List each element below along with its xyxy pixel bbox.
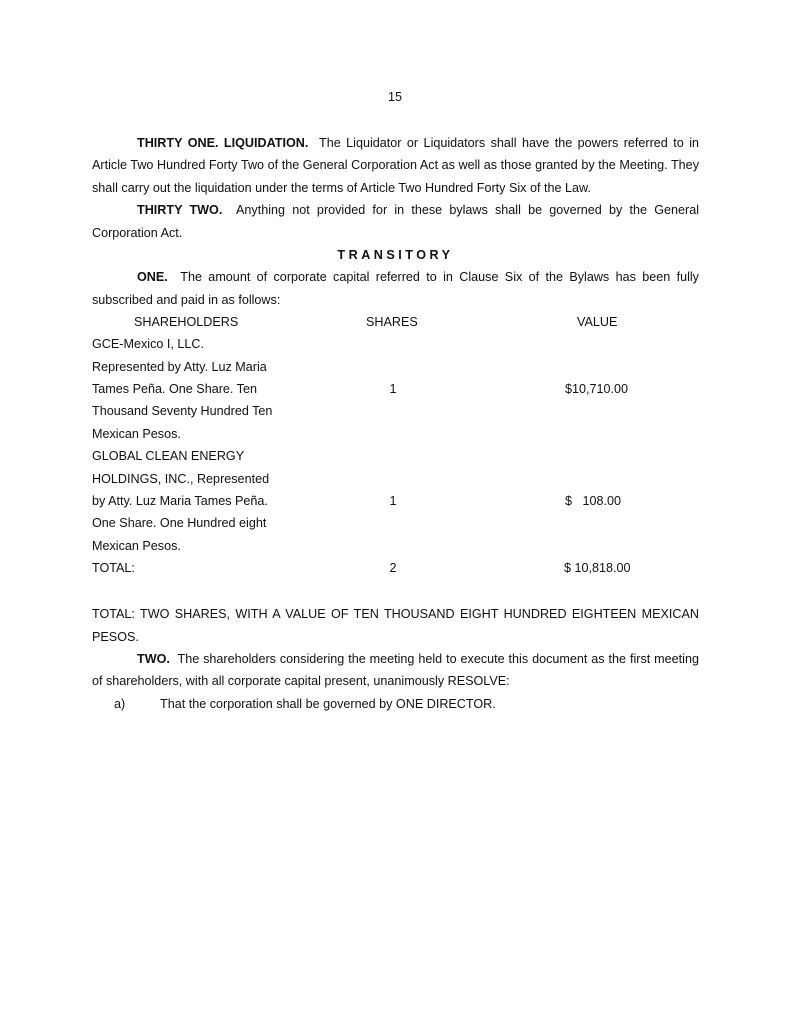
page-number: 15 [387,90,402,104]
transitory-two-heading: TWO. [137,652,170,667]
shares-cell: 1 [389,382,397,397]
shareholders-header: SHAREHOLDERS [134,315,239,330]
clause-thirty-two [92,199,699,244]
shareholder-name-line: Thousand Seventy Hundred Ten [92,404,273,419]
shareholder-name [92,333,292,445]
value-cell: $10,710.00 [565,382,629,397]
clause-thirty-one-text: The Liquidator or Liquidators shall have the powers referred to in Article Two Hundred Forty Two of the General Corporation Act as well as those granted by the Meeting. They shall carry out the liquidation under the terms of Article Two Hundred Forty Six of the Law. [92,136,699,195]
transitory-one-text: The amount of corporate capital referred to in Clause Six of the Bylaws has been fully subscribed and paid in as follows: [92,270,699,307]
shareholder-name-line: GLOBAL CLEAN ENERGY [92,449,245,464]
clause-thirty-one-heading: THIRTY ONE. LIQUIDATION. [137,136,309,150]
resolution-item [92,693,699,715]
shareholders-table [92,311,699,581]
resolution-marker: a) [114,696,126,711]
clause-thirty-two-heading: THIRTY TWO. [137,203,223,218]
transitory-two-text: The shareholders considering the meeting held to execute this document as the first meeting of shareholders, with all corporate capital present, unanimously RESOLVE: [92,652,699,689]
spacer [92,581,699,603]
clause-thirty-two-text: Anything not provided for in these bylaws shall be governed by the General Corporation Act. [92,203,700,240]
shareholder-name [92,445,292,557]
shareholder-name-line: HOLDINGS, INC., Represented [92,471,270,486]
resolution-text: That the corporation shall be governed by ONE DIRECTOR. [160,696,496,711]
shareholder-name-line: One Share. One Hundred eight [92,516,267,531]
transitory-one [92,266,699,311]
transitory-two [92,648,699,693]
total-shares: 2 [389,561,397,576]
shareholder-name-line: by Atty. Luz Maria Tames Peña. [92,494,268,509]
shareholder-name-line: Tames Peña. One Share. Ten [92,382,257,397]
table-header-row [92,311,699,333]
value-header: VALUE [577,315,618,330]
document-body [92,132,699,715]
shares-cell: 1 [389,494,397,509]
total-label: TOTAL: [92,561,135,576]
shareholder-name-line: Mexican Pesos. [92,538,181,553]
shareholder-name-line: Represented by Atty. Luz Maria [92,359,267,374]
shareholder-name-line: Mexican Pesos. [92,426,181,441]
shareholder-name-line: GCE-Mexico I, LLC. [92,337,204,352]
transitory-heading: TRANSITORY [337,248,454,263]
clause-thirty-one [92,132,699,199]
total-value: $ 10,818.00 [564,561,631,576]
shares-header: SHARES [366,315,418,330]
total-statement: TOTAL: TWO SHARES, WITH A VALUE OF TEN THOUSAND EIGHT HUNDRED EIGHTEEN MEXICAN PESOS. [92,607,699,644]
value-cell: $ 108.00 [565,494,622,509]
transitory-one-heading: ONE. [137,270,168,285]
